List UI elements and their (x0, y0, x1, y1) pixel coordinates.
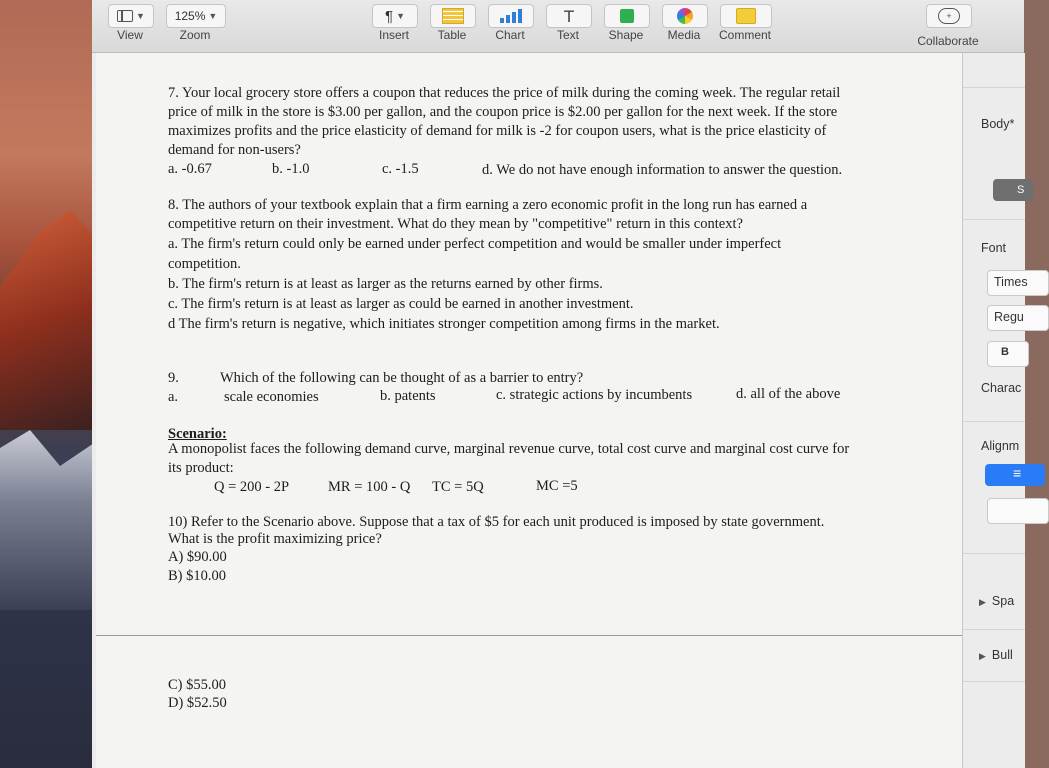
q8-option-c: c. The firm's return is at least as larger as could be earned in another investment. (168, 296, 634, 312)
table-icon (442, 8, 464, 24)
q9-option-a: scale economies (224, 389, 319, 405)
alignment-options-row[interactable] (987, 498, 1049, 524)
q7-line-1: 7. Your local grocery store offers a coupon that reduces the price of milk during the coming week. The regular retail (168, 85, 841, 101)
q9-option-c: c. strategic actions by incumbents (496, 387, 693, 403)
font-style-select[interactable] (987, 305, 1049, 331)
spacing-section[interactable] (979, 594, 1014, 608)
view-button[interactable] (108, 4, 154, 28)
chevron-down-icon: ▼ (208, 11, 218, 21)
comment-button[interactable] (720, 4, 772, 28)
shape-icon (620, 9, 634, 23)
paragraph-icon: ¶ (385, 7, 394, 25)
comment-icon (736, 8, 756, 24)
font-section-label: Font (981, 241, 1007, 255)
q7-option-d: d. We do not have enough information to answer the question. (482, 162, 843, 178)
q9-option-a-letter: a. (168, 389, 179, 405)
disclosure-triangle-icon: ▶ (979, 597, 986, 607)
table-button[interactable] (430, 4, 476, 28)
q7-line-4: demand for non-users? (168, 142, 301, 158)
q8-line-1: 8. The authors of your textbook explain that a firm earning a zero economic profit in the long run has earned a (168, 197, 808, 213)
q9-question: Which of the following can be thought of as a barrier to entry? (220, 370, 584, 386)
bold-button[interactable] (987, 341, 1029, 367)
divider (963, 421, 1025, 422)
q8-line-2: competitive return on their investment. What do they mean by "competitive" return in this context? (168, 216, 743, 232)
q9-number: 9. (168, 370, 179, 386)
disclosure-triangle-icon: ▶ (979, 651, 986, 661)
paragraph-style-name[interactable]: Body* (981, 117, 1015, 131)
font-style-value: Regu (994, 310, 1024, 324)
q7-line-2: price of milk in the store is $3.00 per gallon, and the coupon price is $2.00 per gallon for the next week. If the store (168, 104, 838, 120)
chevron-down-icon: ▼ (136, 11, 145, 21)
mc-equation: MC =5 (536, 478, 578, 494)
chart-button[interactable] (488, 4, 534, 28)
text-icon: T (564, 6, 574, 26)
chevron-down-icon: ▼ (396, 11, 405, 21)
collaborate-button[interactable] (926, 4, 972, 28)
q10-option-b: B) $10.00 (168, 568, 226, 584)
text-button[interactable] (546, 4, 592, 28)
view-label: View (117, 28, 143, 42)
mr-equation: MR = 100 - Q (328, 479, 411, 495)
media-label: Media (667, 28, 701, 42)
mountain-snow (0, 430, 100, 610)
font-family-value: Times (994, 275, 1028, 289)
scenario-heading: Scenario: (168, 426, 227, 442)
pages-window (92, 0, 1028, 768)
character-styles-label[interactable]: Charac (981, 381, 1022, 395)
q7-option-c: c. -1.5 (382, 161, 419, 177)
shape-label: Shape (608, 28, 644, 42)
divider (963, 629, 1025, 630)
q7-option-a: a. -0.67 (168, 161, 212, 177)
alignment-section-label: Alignm (981, 439, 1020, 453)
page-break (96, 635, 962, 636)
collaborate-label: Collaborate (917, 34, 979, 48)
q8-option-a-line-2: competition. (168, 256, 241, 272)
spacing-label: Spa (991, 594, 1015, 608)
q10-line-1: 10) Refer to the Scenario above. Suppose that a tax of $5 for each unit produced is imposed by state government. (168, 514, 825, 530)
chart-label: Chart (495, 28, 525, 42)
insert-label: Insert (378, 28, 409, 42)
align-left-button[interactable] (985, 464, 1045, 486)
divider (963, 219, 1025, 220)
collaborate-icon: + (938, 8, 960, 24)
comment-label: Comment (718, 28, 771, 42)
q10-option-d: D) $52.50 (168, 695, 227, 711)
media-button[interactable] (662, 4, 708, 28)
sidebar-icon (117, 10, 133, 22)
divider (963, 87, 1025, 88)
bullets-label: Bull (991, 648, 1013, 662)
q7-line-3: maximizes profits and the price elasticity of demand for milk is -2 for coupon users, what is the price elasticity of (168, 123, 827, 139)
chart-icon (500, 9, 522, 23)
q8-option-b: b. The firm's return is at least as larger as the returns earned by other firms. (168, 276, 603, 292)
demand-equation: Q = 200 - 2P (214, 479, 290, 495)
q10-option-a: A) $90.00 (168, 549, 227, 565)
q10-option-c: C) $55.00 (168, 677, 226, 693)
insert-button[interactable] (372, 4, 418, 28)
q8-option-a-line-1: a. The firm's return could only be earned under perfect competition and would be smaller under imperfect (168, 236, 782, 252)
q8-option-d: d The firm's return is negative, which initiates stronger competition among firms in the market. (168, 316, 720, 332)
bold-label: B (1001, 346, 1009, 358)
q9-option-b: b. patents (380, 388, 436, 404)
tc-equation: TC = 5Q (432, 479, 484, 495)
scenario-line-1: A monopolist faces the following demand curve, marginal revenue curve, total cost curve and marginal cost curve for (168, 441, 850, 457)
bullets-section[interactable] (979, 648, 1013, 662)
shape-button[interactable] (604, 4, 650, 28)
zoom-select[interactable] (166, 4, 226, 28)
zoom-value: 125% (174, 9, 206, 23)
table-label: Table (437, 28, 467, 42)
document-page[interactable] (96, 53, 962, 768)
toolbar (92, 0, 1024, 53)
q9-option-d: d. all of the above (736, 386, 841, 402)
desktop-wallpaper (0, 0, 100, 768)
zoom-label: Zoom (179, 28, 211, 42)
style-update-button[interactable]: S (993, 179, 1033, 201)
format-inspector (962, 53, 1028, 768)
text-label: Text (556, 28, 579, 42)
media-icon (677, 8, 693, 24)
divider (963, 553, 1025, 554)
divider (963, 681, 1025, 682)
q7-option-b: b. -1.0 (272, 161, 310, 177)
font-family-select[interactable] (987, 270, 1049, 296)
q10-line-2: What is the profit maximizing price? (168, 531, 382, 547)
scenario-line-2: its product: (168, 460, 234, 476)
mountain-peak (0, 210, 100, 430)
